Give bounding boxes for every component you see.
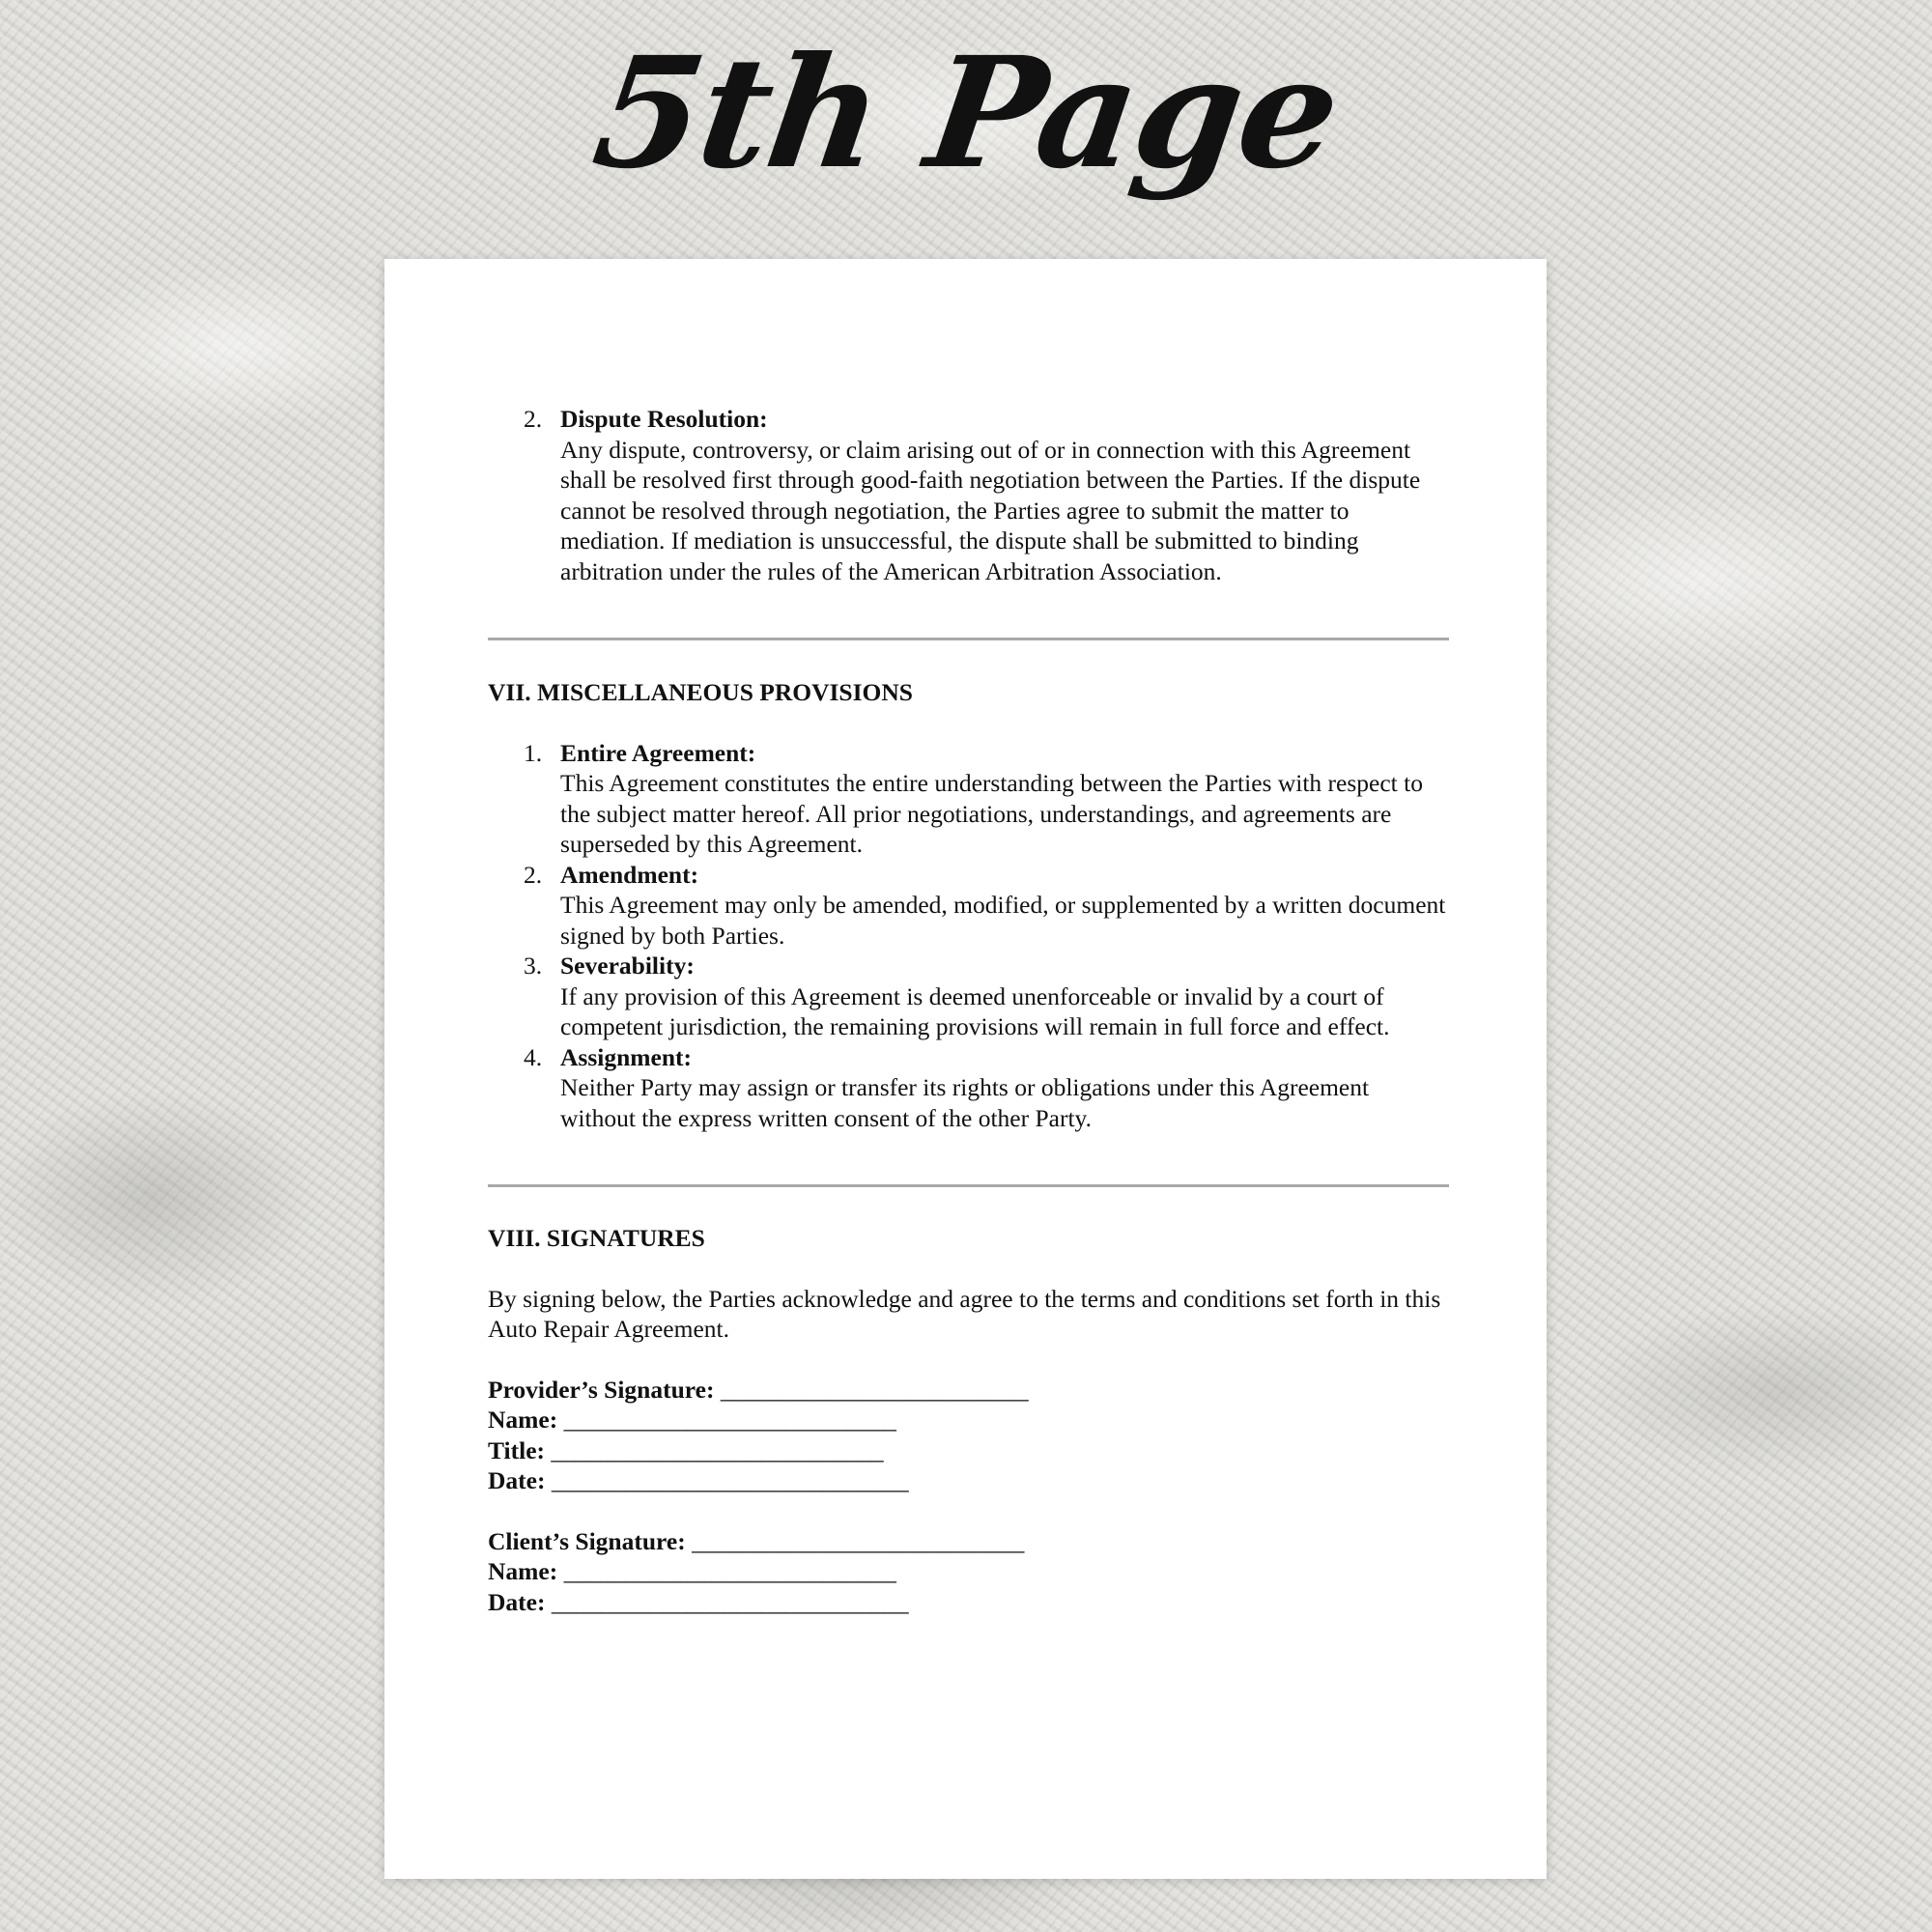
provider-signature-line bbox=[488, 1375, 1449, 1406]
provider-name-field[interactable]: ___________________________ bbox=[563, 1406, 896, 1434]
client-date-label: Date: bbox=[488, 1587, 546, 1616]
list-item-title: Dispute Resolution: bbox=[560, 405, 768, 433]
list-item-title: Severability: bbox=[560, 952, 695, 980]
list-item-entire-agreement bbox=[488, 738, 1449, 860]
dispute-list bbox=[488, 404, 1449, 586]
list-item-title: Assignment: bbox=[560, 1042, 693, 1071]
provider-title-field[interactable]: ___________________________ bbox=[551, 1435, 884, 1464]
list-item-number: 3. bbox=[524, 952, 543, 980]
signatures-intro: By signing below, the Parties acknowledge and agree to the terms and conditions set forth in this Auto Repair Agreement. bbox=[488, 1284, 1441, 1343]
client-signature-field[interactable]: ___________________________ bbox=[692, 1526, 1025, 1555]
list-item-body: If any provision of this Agreement is deemed unenforceable or invalid by a court of competent jurisdiction, the remaining provisions will remain in full force and effect. bbox=[560, 981, 1390, 1040]
client-signature-block bbox=[488, 1526, 1449, 1618]
client-name-field[interactable]: ___________________________ bbox=[563, 1557, 896, 1585]
list-item-body: This Agreement may only be amended, modified, or supplemented by a written document signed by both Parties. bbox=[560, 891, 1446, 950]
client-name-label: Name: bbox=[488, 1557, 558, 1585]
list-item-number: 2. bbox=[524, 405, 543, 433]
section-heading-signatures: VIII. SIGNATURES bbox=[488, 1224, 705, 1252]
client-signature-label: Client’s Signature: bbox=[488, 1526, 686, 1555]
provider-name-line bbox=[488, 1405, 1449, 1435]
provider-signature-field[interactable]: _________________________ bbox=[720, 1375, 1029, 1404]
page-heading: 5th Page bbox=[583, 24, 1349, 203]
list-item-body: Any dispute, controversy, or claim arising out of or in connection with this Agreement shall be resolved first through good-faith negotiation between the Parties. If the dispute cannot be resolved through negotiation, the Parties agree to submit the matter to mediation. If mediation is unsuccessful, the dispute shall be submitted to binding arbitration under the rules of the American Arbitration Association. bbox=[560, 435, 1421, 585]
list-item-body: This Agreement constitutes the entire understanding between the Parties with respect to the subject matter hereof. All prior negotiations, understandings, and agreements are superseded by this Agreement. bbox=[560, 769, 1423, 858]
section-divider bbox=[488, 1184, 1449, 1187]
list-item-number: 1. bbox=[524, 738, 543, 767]
provider-name-label: Name: bbox=[488, 1406, 558, 1434]
list-item-dispute-resolution bbox=[488, 404, 1449, 586]
list-item-title: Amendment: bbox=[560, 860, 699, 889]
provider-signature-label: Provider’s Signature: bbox=[488, 1375, 715, 1404]
provider-date-label: Date: bbox=[488, 1466, 546, 1494]
client-name-line bbox=[488, 1556, 1449, 1587]
document-content bbox=[488, 404, 1449, 1617]
provider-title-line bbox=[488, 1435, 1449, 1466]
client-date-field[interactable]: _____________________________ bbox=[551, 1587, 909, 1616]
provider-signature-block bbox=[488, 1375, 1449, 1496]
provider-title-label: Title: bbox=[488, 1435, 546, 1464]
list-item-title: Entire Agreement: bbox=[560, 738, 756, 767]
list-item-number: 2. bbox=[524, 860, 543, 889]
list-item-number: 4. bbox=[524, 1042, 543, 1071]
provider-date-line bbox=[488, 1465, 1449, 1496]
client-signature-line bbox=[488, 1526, 1449, 1557]
client-date-line bbox=[488, 1587, 1449, 1618]
list-item-severability bbox=[488, 951, 1449, 1042]
list-item-assignment bbox=[488, 1042, 1449, 1134]
section-divider bbox=[488, 638, 1449, 640]
section-heading-misc: VII. MISCELLANEOUS PROVISIONS bbox=[488, 678, 913, 706]
list-item-amendment bbox=[488, 860, 1449, 952]
document-page bbox=[384, 259, 1547, 1879]
provider-date-field[interactable]: _____________________________ bbox=[551, 1466, 909, 1494]
list-item-body: Neither Party may assign or transfer its rights or obligations under this Agreement without the express written consent of the other Party. bbox=[560, 1073, 1370, 1132]
misc-provisions-list bbox=[488, 738, 1449, 1134]
